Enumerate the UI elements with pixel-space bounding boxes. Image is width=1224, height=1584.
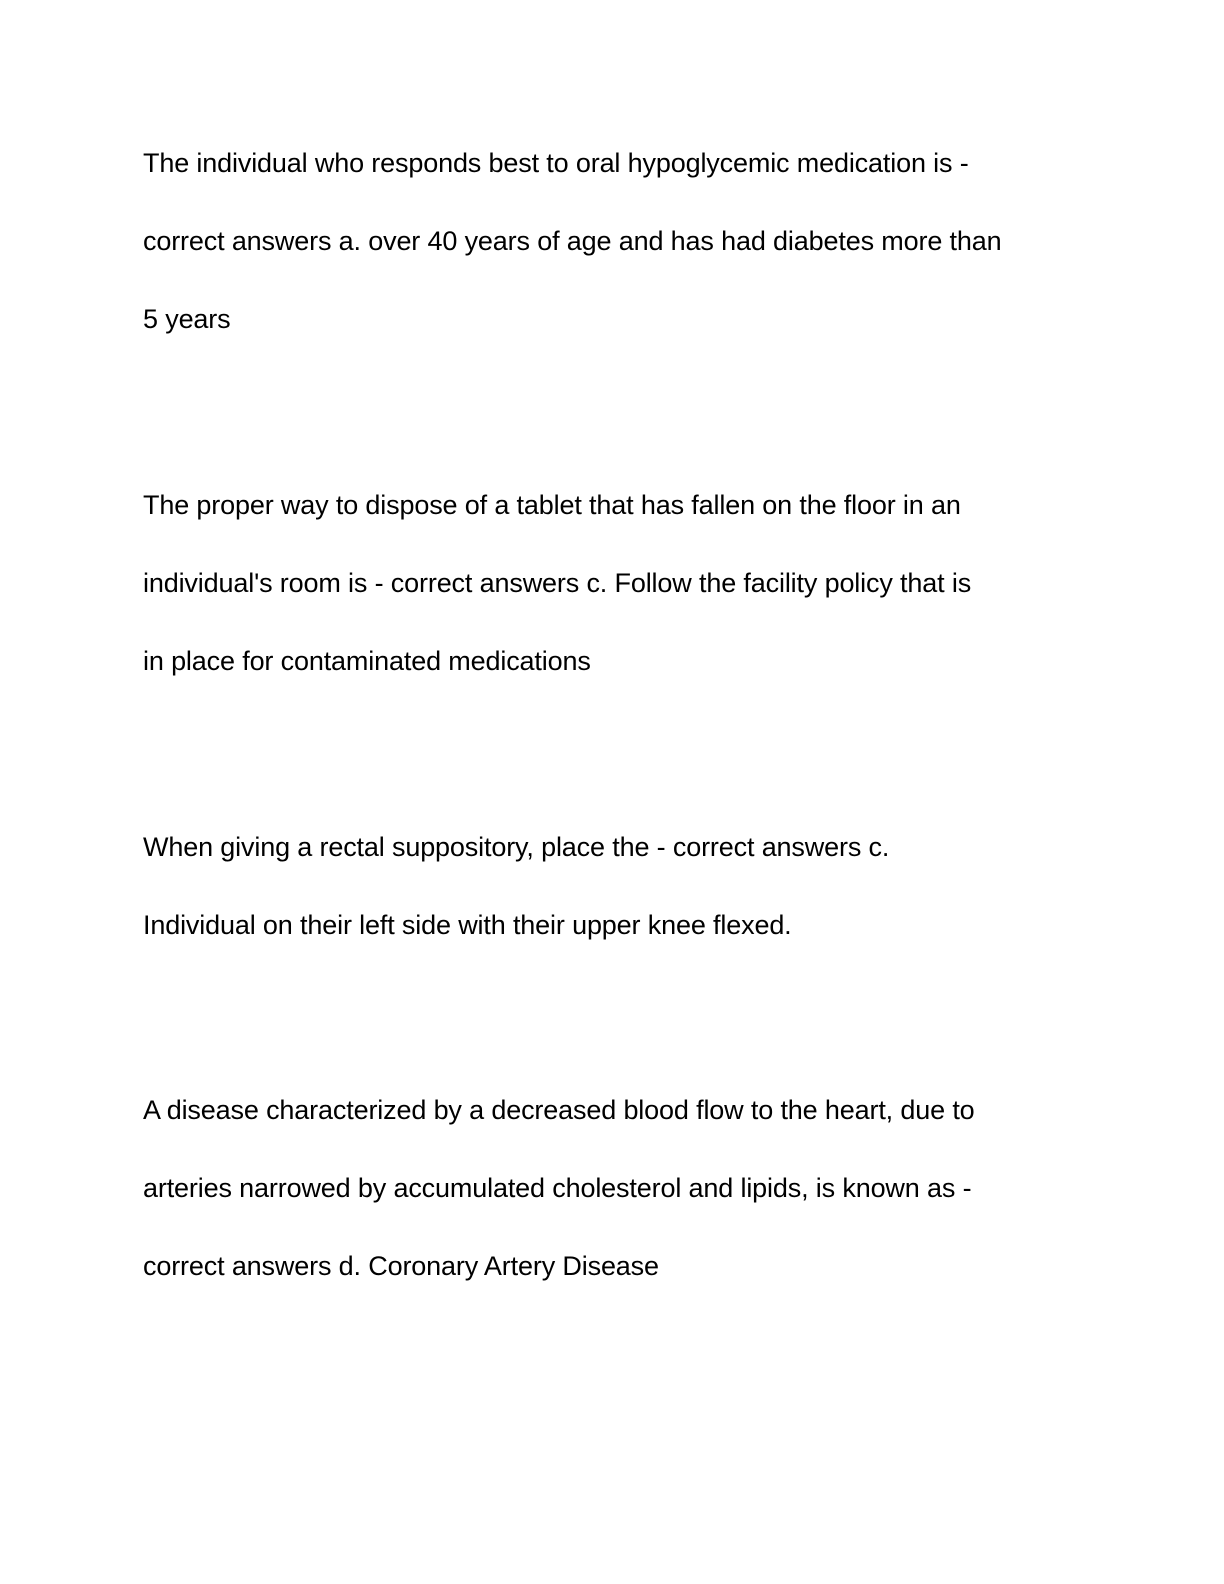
qa-entry-oral-hypoglycemic xyxy=(143,124,1083,358)
text-line: individual's room is - correct answers c. Follow the facility policy that is xyxy=(143,568,972,598)
text-line: Individual on their left side with their upper knee flexed. xyxy=(143,910,792,940)
text-line: 5 years xyxy=(143,304,231,334)
text-line: A disease characterized by a decreased blood flow to the heart, due to xyxy=(143,1095,975,1125)
qa-entry-dispose-tablet xyxy=(143,466,1083,700)
text-line: arteries narrowed by accumulated cholesterol and lipids, is known as - xyxy=(143,1173,972,1203)
text-line: When giving a rectal suppository, place the - correct answers c. xyxy=(143,832,890,862)
text-line: in place for contaminated medications xyxy=(143,646,591,676)
text-line: correct answers d. Coronary Artery Disease xyxy=(143,1251,659,1281)
qa-entry-coronary-artery-disease xyxy=(143,1071,1083,1305)
text-line: correct answers a. over 40 years of age and has had diabetes more than xyxy=(143,226,1002,256)
text-line: The proper way to dispose of a tablet that has fallen on the floor in an xyxy=(143,490,961,520)
text-line: The individual who responds best to oral hypoglycemic medication is - xyxy=(143,148,969,178)
qa-entry-rectal-suppository xyxy=(143,808,1083,964)
